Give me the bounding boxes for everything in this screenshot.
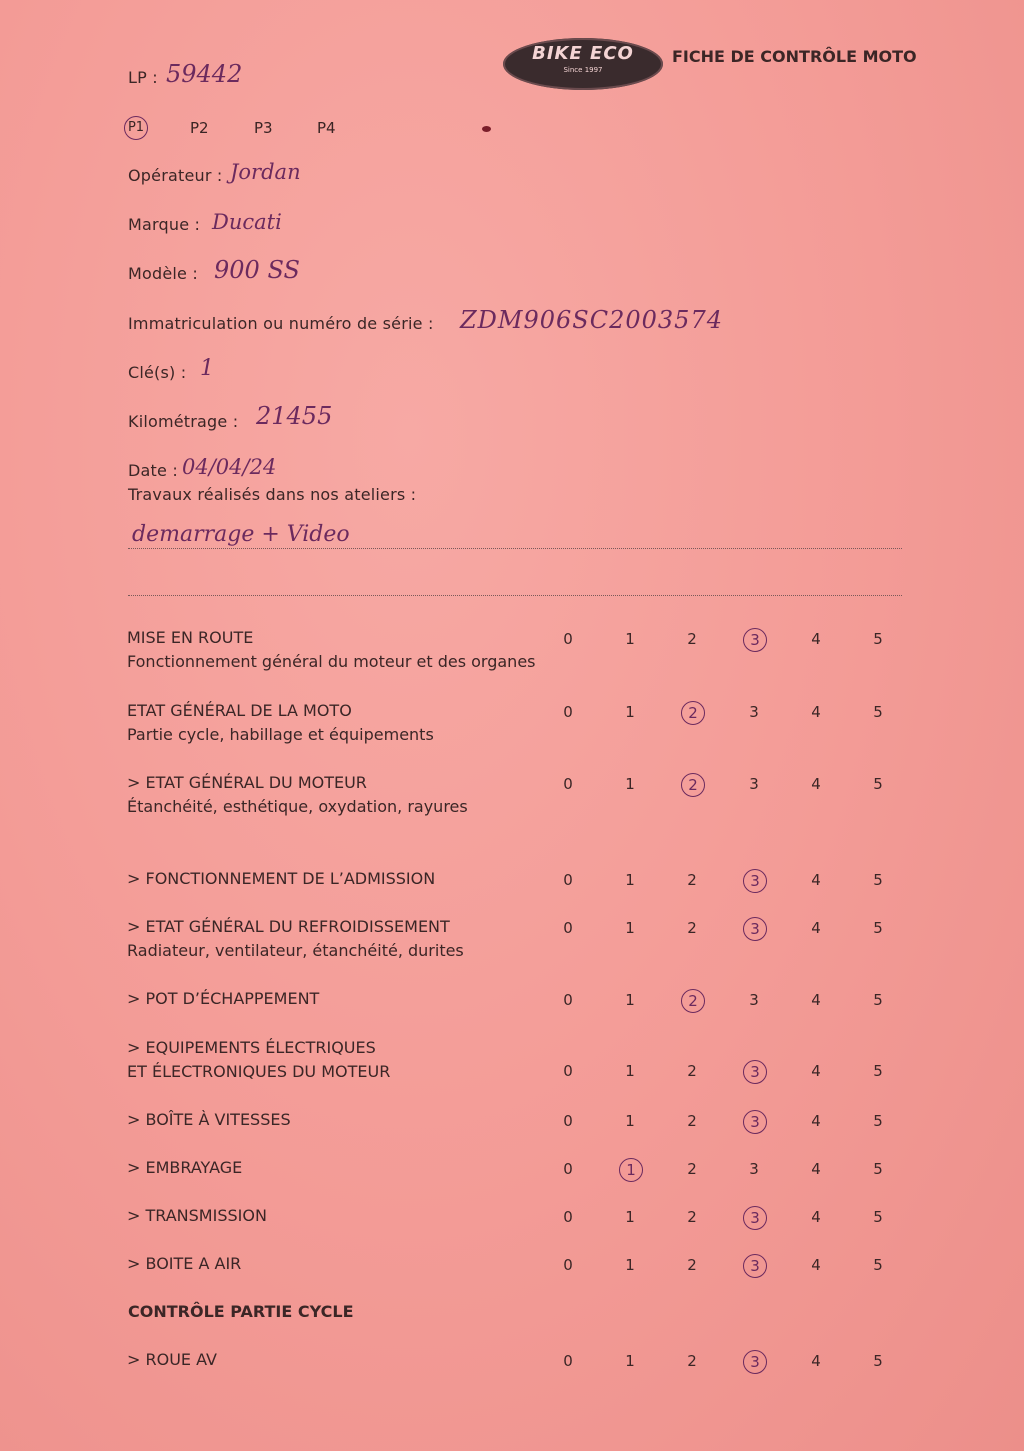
check-title: > BOITE A AIR: [127, 1254, 242, 1273]
score-option[interactable]: 2: [687, 1062, 697, 1080]
works-line-1: [128, 548, 902, 549]
score-option[interactable]: 2: [687, 1208, 697, 1226]
score-option-selected[interactable]: 2: [681, 989, 705, 1013]
score-option[interactable]: 2: [687, 871, 697, 889]
position-p1[interactable]: P1: [124, 116, 148, 140]
lp-value: 59442: [166, 60, 243, 88]
score-option[interactable]: 3: [749, 703, 759, 721]
score-option[interactable]: 0: [563, 919, 573, 937]
score-option[interactable]: 5: [873, 1160, 883, 1178]
serial-label: Immatriculation ou numéro de série :: [128, 314, 434, 333]
check-title: > EQUIPEMENTS ÉLECTRIQUES: [127, 1038, 376, 1057]
score-option[interactable]: 0: [563, 1208, 573, 1226]
score-option[interactable]: 1: [625, 703, 635, 721]
date-value: 04/04/24: [182, 455, 277, 479]
brand-value: Ducati: [212, 210, 282, 234]
check-title: ETAT GÉNÉRAL DE LA MOTO: [127, 701, 352, 720]
check-subtitle: Partie cycle, habillage et équipements: [127, 725, 434, 744]
logo-brand: BIKE ECO: [532, 43, 634, 64]
serial-value: ZDM906SC2003574: [460, 306, 723, 334]
position-selector: [124, 116, 364, 142]
works-value: demarrage + Video: [132, 522, 350, 547]
score-option[interactable]: 0: [563, 1062, 573, 1080]
score-option-selected[interactable]: 3: [743, 1206, 767, 1230]
score-option[interactable]: 0: [563, 703, 573, 721]
score-option[interactable]: 5: [873, 630, 883, 648]
score-option[interactable]: 4: [811, 871, 821, 889]
score-option-selected[interactable]: 3: [743, 1060, 767, 1084]
brand-label: Marque :: [128, 215, 201, 234]
score-option[interactable]: 0: [563, 991, 573, 1009]
check-subtitle: Étanchéité, esthétique, oxydation, rayures: [127, 797, 468, 816]
score-option[interactable]: 4: [811, 991, 821, 1009]
check-subtitle: ET ÉLECTRONIQUES DU MOTEUR: [127, 1062, 391, 1081]
operator-value: Jordan: [230, 160, 301, 184]
position-p4[interactable]: P4: [317, 119, 336, 137]
score-option[interactable]: 0: [563, 1352, 573, 1370]
score-option[interactable]: 0: [563, 871, 573, 889]
score-option[interactable]: 1: [625, 1352, 635, 1370]
score-option[interactable]: 2: [687, 1256, 697, 1274]
check-title: > FONCTIONNEMENT DE L’ADMISSION: [127, 869, 436, 888]
score-option[interactable]: 5: [873, 1112, 883, 1130]
score-option[interactable]: 0: [563, 1160, 573, 1178]
score-option[interactable]: 1: [625, 919, 635, 937]
check-title: MISE EN ROUTE: [127, 628, 254, 647]
score-option[interactable]: 5: [873, 1256, 883, 1274]
position-p2[interactable]: P2: [190, 119, 209, 137]
score-option[interactable]: 0: [563, 1112, 573, 1130]
score-option[interactable]: 4: [811, 1208, 821, 1226]
score-option[interactable]: 4: [811, 1352, 821, 1370]
position-p3[interactable]: P3: [254, 119, 273, 137]
score-option[interactable]: 4: [811, 703, 821, 721]
score-option[interactable]: 1: [625, 1256, 635, 1274]
works-line-2: [128, 595, 902, 596]
check-title: > ROUE AV: [127, 1350, 217, 1369]
check-title: > TRANSMISSION: [127, 1206, 267, 1225]
score-option[interactable]: 4: [811, 1256, 821, 1274]
score-option-selected[interactable]: 2: [681, 773, 705, 797]
score-option[interactable]: 5: [873, 775, 883, 793]
check-title: > EMBRAYAGE: [127, 1158, 243, 1177]
score-option[interactable]: 5: [873, 871, 883, 889]
operator-label: Opérateur :: [128, 166, 223, 185]
score-option[interactable]: 5: [873, 1352, 883, 1370]
score-option[interactable]: 1: [625, 871, 635, 889]
score-option[interactable]: 0: [563, 630, 573, 648]
score-option[interactable]: 1: [625, 630, 635, 648]
score-option[interactable]: 5: [873, 991, 883, 1009]
check-title: > ETAT GÉNÉRAL DU MOTEUR: [127, 773, 367, 792]
score-option[interactable]: 5: [873, 919, 883, 937]
score-option-selected[interactable]: 1: [619, 1158, 643, 1182]
keys-value: 1: [200, 356, 214, 381]
form-title: FICHE DE CONTRÔLE MOTO: [672, 47, 917, 66]
score-option-selected[interactable]: 2: [681, 701, 705, 725]
section-title-cycle: CONTRÔLE PARTIE CYCLE: [128, 1302, 354, 1321]
score-option[interactable]: 2: [687, 1352, 697, 1370]
check-title: > POT D’ÉCHAPPEMENT: [127, 989, 320, 1008]
score-option-selected[interactable]: 3: [743, 1350, 767, 1374]
km-label: Kilométrage :: [128, 412, 239, 431]
score-option[interactable]: 0: [563, 1256, 573, 1274]
score-option[interactable]: 4: [811, 919, 821, 937]
score-option[interactable]: 1: [625, 1112, 635, 1130]
model-value: 900 SS: [214, 256, 300, 284]
score-option[interactable]: 1: [625, 775, 635, 793]
bike-eco-logo: [503, 38, 663, 90]
score-option-selected[interactable]: 3: [743, 628, 767, 652]
score-option[interactable]: 5: [873, 703, 883, 721]
score-option[interactable]: 2: [687, 1112, 697, 1130]
score-option[interactable]: 4: [811, 1112, 821, 1130]
score-option[interactable]: 4: [811, 630, 821, 648]
score-option[interactable]: 3: [749, 991, 759, 1009]
score-option[interactable]: 4: [811, 1160, 821, 1178]
lp-label: LP :: [128, 68, 158, 87]
works-label: Travaux réalisés dans nos ateliers :: [128, 485, 417, 504]
score-option[interactable]: 4: [811, 775, 821, 793]
check-title: > BOÎTE À VITESSES: [127, 1110, 291, 1129]
score-option[interactable]: 0: [563, 775, 573, 793]
score-option-selected[interactable]: 3: [743, 917, 767, 941]
score-option-selected[interactable]: 3: [743, 869, 767, 893]
logo-subtitle: Since 1997: [563, 66, 603, 74]
score-option[interactable]: 1: [625, 1062, 635, 1080]
score-option[interactable]: 1: [625, 991, 635, 1009]
score-option[interactable]: 4: [811, 1062, 821, 1080]
score-option[interactable]: 2: [687, 919, 697, 937]
model-label: Modèle :: [128, 264, 198, 283]
score-option[interactable]: 5: [873, 1062, 883, 1080]
score-option[interactable]: 1: [625, 1208, 635, 1226]
score-option-selected[interactable]: 3: [743, 1254, 767, 1278]
keys-label: Clé(s) :: [128, 363, 187, 382]
check-title: > ETAT GÉNÉRAL DU REFROIDISSEMENT: [127, 917, 450, 936]
score-option-selected[interactable]: 3: [743, 1110, 767, 1134]
score-option[interactable]: 3: [749, 1160, 759, 1178]
check-subtitle: Radiateur, ventilateur, étanchéité, durites: [127, 941, 464, 960]
date-label: Date :: [128, 461, 178, 480]
ink-stain: [482, 126, 491, 132]
score-option[interactable]: 5: [873, 1208, 883, 1226]
km-value: 21455: [256, 402, 333, 430]
score-option[interactable]: 2: [687, 630, 697, 648]
check-subtitle: Fonctionnement général du moteur et des organes: [127, 652, 536, 671]
score-option[interactable]: 3: [749, 775, 759, 793]
score-option[interactable]: 2: [687, 1160, 697, 1178]
